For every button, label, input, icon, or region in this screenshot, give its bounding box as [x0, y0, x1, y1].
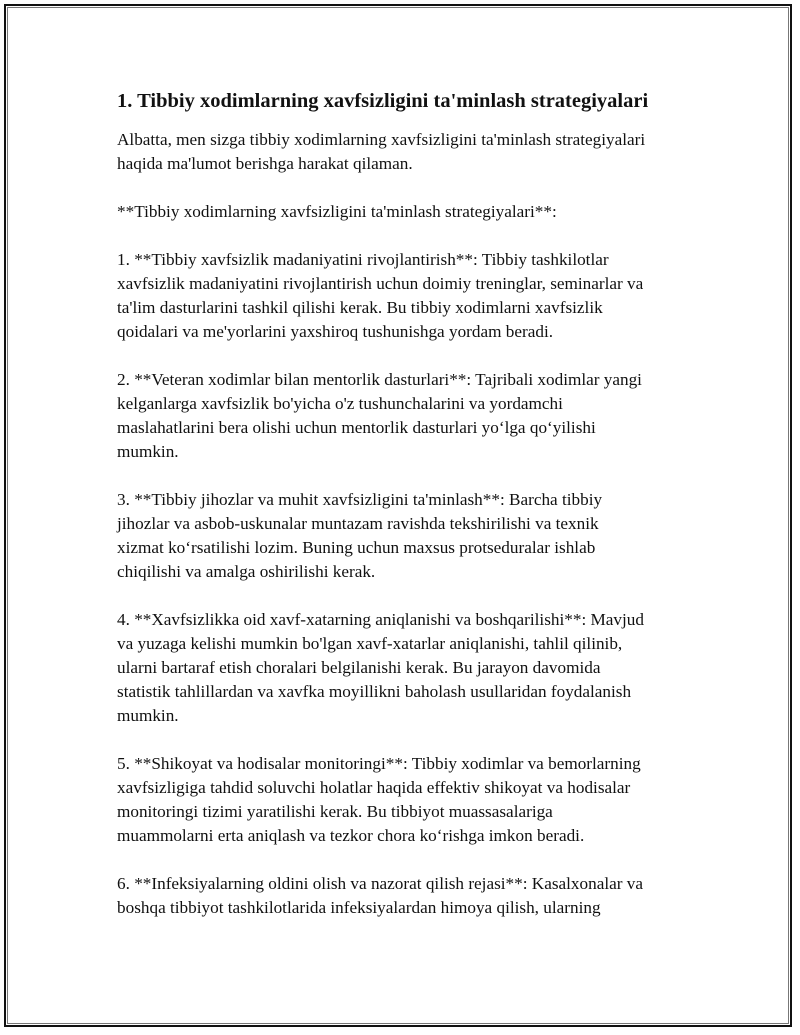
paragraph-item-3 [117, 488, 717, 584]
text-line: 1. **Tibbiy xavfsizlik madaniyatini rivojlantirish**: Tibbiy tashkilotlar [117, 250, 609, 269]
text-line: statistik tahlillardan va xavfka moyillikni baholash usullaridan foydalanish [117, 682, 632, 701]
text-line: ta'lim dasturlarini tashkil qilishi kerak. Bu tibbiy xodimlarni xavfsizlik [117, 298, 603, 317]
text-line: qoidalari va me'yorlarini yaxshiroq tushunishga yordam beradi. [117, 322, 554, 341]
text-line: 2. **Veteran xodimlar bilan mentorlik dasturlari**: Tajribali xodimlar yangi [117, 370, 642, 389]
paragraph-intro [117, 128, 717, 176]
text-line: ularni bartaraf etish choralari belgilanishi kerak. Bu jarayon davomida [117, 658, 601, 677]
text-line: muammolarni erta aniqlash va tezkor chora ko‘rishga imkon beradi. [117, 826, 585, 845]
paragraph-item-4 [117, 608, 717, 728]
text-line: 3. **Tibbiy jihozlar va muhit xavfsizligini ta'minlash**: Barcha tibbiy [117, 490, 603, 509]
text-line: boshqa tibbiyot tashkilotlarida infeksiyalardan himoya qilish, ularning [117, 898, 601, 917]
paragraph-item-6 [117, 872, 717, 920]
text-line: **Tibbiy xodimlarning xavfsizligini ta'minlash strategiyalari**: [117, 202, 557, 221]
text-line: xavfsizligiga tahdid soluvchi holatlar haqida effektiv shikoyat va hodisalar [117, 778, 631, 797]
document-title: 1. Tibbiy xodimlarning xavfsizligini ta'minlash strategiyalari [117, 90, 649, 112]
text-line: maslahatlarini bera olishi uchun mentorlik dasturlari yo‘lga qo‘yilishi [117, 418, 596, 437]
text-line: xizmat ko‘rsatilishi lozim. Buning uchun maxsus protseduralar ishlab [117, 538, 596, 557]
text-line: va yuzaga kelishi mumkin bo'lgan xavf-xatarlar aniqlanishi, tahlil qilinib, [117, 634, 623, 653]
paragraph-item-2 [117, 368, 717, 464]
paragraph-item-5 [117, 752, 717, 848]
text-line: 5. **Shikoyat va hodisalar monitoringi**: Tibbiy xodimlar va bemorlarning [117, 754, 641, 773]
text-line: mumkin. [117, 442, 179, 461]
text-line: mumkin. [117, 706, 179, 725]
document-body [117, 88, 717, 944]
text-line: haqida ma'lumot berishga harakat qilaman. [117, 154, 413, 173]
text-line: 6. **Infeksiyalarning oldini olish va nazorat qilish rejasi**: Kasalxonalar va [117, 874, 643, 893]
text-line: xavfsizlik madaniyatini rivojlantirish uchun doimiy treninglar, seminarlar va [117, 274, 644, 293]
paragraph-item-1 [117, 248, 717, 344]
text-line: monitoringi tizimi yaratilishi kerak. Bu tibbiyot muassasalariga [117, 802, 553, 821]
text-line: Albatta, men sizga tibbiy xodimlarning xavfsizligini ta'minlash strategiyalari [117, 130, 646, 149]
paragraph-heading [117, 200, 717, 224]
text-line: kelganlarga xavfsizlik bo'yicha o'z tushunchalarini va yordamchi [117, 394, 563, 413]
text-line: 4. **Xavfsizlikka oid xavf-xatarning aniqlanishi va boshqarilishi**: Mavjud [117, 610, 644, 629]
text-line: jihozlar va asbob-uskunalar muntazam ravishda tekshirilishi va texnik [117, 514, 599, 533]
text-line: chiqilishi va amalga oshirilishi kerak. [117, 562, 376, 581]
